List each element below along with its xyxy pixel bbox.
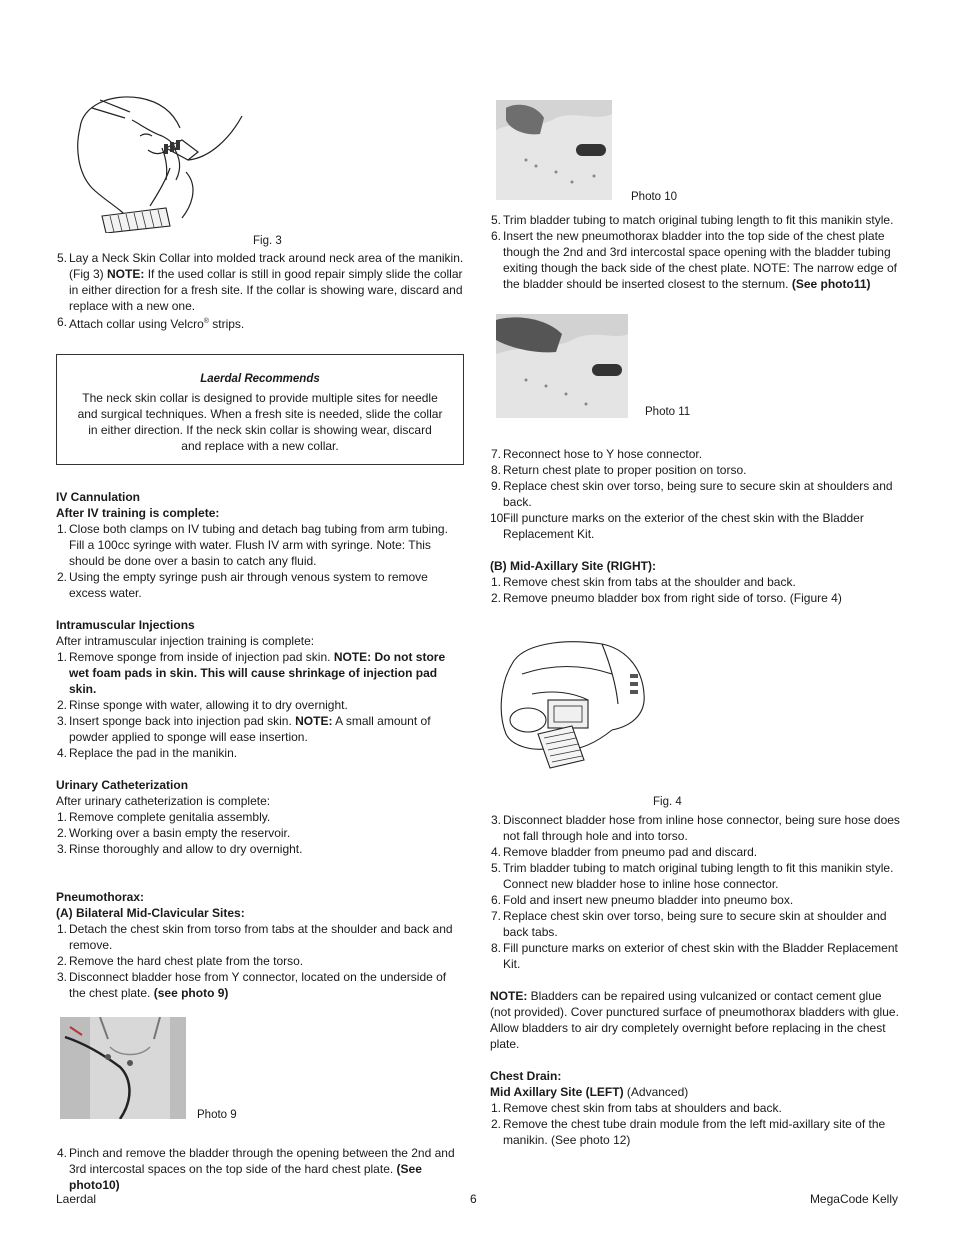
list-item: 3. Disconnect bladder hose from inline hose connector, being sure hose does not fall through hole and into torso. <box>490 813 900 843</box>
bladder-removal-photo-icon <box>496 100 612 200</box>
list-item: 5. Trim bladder tubing to match original tubing length to fit this manikin style. Connect new bladder hose to inline hose connector. <box>490 861 894 891</box>
pneumo-title: Pneumothorax: <box>56 890 145 904</box>
list-item: 8. Fill puncture marks on exterior of chest skin with the Bladder Replacement Kit. <box>490 941 898 971</box>
right-column <box>490 100 900 1148</box>
list-item: 5. Trim bladder tubing to match original tubing length to fit this manikin style. <box>490 213 894 227</box>
footer-brand: Laerdal <box>56 1192 97 1206</box>
photo10 <box>490 100 900 212</box>
im-subtitle: After intramuscular injection training is complete: <box>56 634 315 648</box>
pneumo-steps-2 <box>56 1145 464 1193</box>
list-item: 2. Remove the hard chest plate from the torso. <box>56 954 304 968</box>
fig4 <box>490 620 900 812</box>
axillary-steps-2 <box>490 812 900 972</box>
photo9 <box>56 1017 464 1145</box>
chest-plate-photo-10 <box>496 100 612 200</box>
photo9-caption: Photo 9 <box>197 1109 237 1121</box>
list-item: 2. Using the empty syringe push air through venous system to remove excess water. <box>56 570 428 600</box>
page-number: 6 <box>470 1192 477 1206</box>
fig3-caption: Fig. 3 <box>253 235 282 247</box>
iv-title: IV Cannulation <box>56 490 140 504</box>
neck-collar-illustration <box>70 88 260 233</box>
iv-steps <box>56 521 464 601</box>
list-item: 1. Remove chest skin from tabs at the shoulder and back. <box>490 575 796 589</box>
list-item: 2. Working over a basin empty the reservoir. <box>56 826 291 840</box>
drain-title: Chest Drain: <box>490 1069 562 1083</box>
axillary-steps <box>490 574 900 606</box>
chest-plate-underside-photo <box>60 1017 186 1119</box>
list-item: 8. Return chest plate to proper position on torso. <box>490 463 747 477</box>
pneumo-steps-4 <box>490 446 900 542</box>
photo11 <box>490 314 900 446</box>
im-title: Intramuscular Injections <box>56 618 195 632</box>
list-item: 2. Remove the chest tube drain module from the left mid-axillary site of the manikin. (See photo 12) <box>490 1117 886 1147</box>
list-item: 5. Lay a Neck Skin Collar into molded track around neck area of the manikin. (Fig 3) NOTE: If the used collar is still in good repair simply slide the collar in either direction for a fresh site. If the collar is showing ware, discard and replace with a new one. <box>56 251 464 313</box>
chest-plate-photo-icon <box>60 1017 186 1119</box>
fig3 <box>56 88 464 250</box>
list-item: 1. Detach the chest skin from torso from tabs at the shoulder and back and remove. <box>56 922 453 952</box>
photo10-caption: Photo 10 <box>631 191 678 203</box>
list-item: 10. Fill puncture marks on the exterior of the chest skin with the Bladder Replacement Kit. <box>490 511 864 541</box>
list-item: 4. Pinch and remove the bladder through the opening between the 2nd and 3rd intercostal spaces on the top side of the hard chest plate. (See photo10) <box>56 1146 455 1192</box>
laerdal-recommends-box <box>56 354 464 465</box>
list-item: 2. Rinse sponge with water, allowing it to dry overnight. <box>56 698 348 712</box>
list-item: 7. Replace chest skin over torso, being sure to secure skin at shoulder and back tabs. <box>490 909 887 939</box>
list-item: 6. Attach collar using Velcro® strips. <box>56 315 245 331</box>
footer-product: MegaCode Kelly <box>809 1192 898 1206</box>
pneumo-subtitle: (A) Bilateral Mid-Clavicular Sites: <box>56 906 245 920</box>
box-text: The neck skin collar is designed to provide multiple sites for needle and surgical techniques. When a fresh site is needed, slide the collar in either direction. If the neck skin collar is showing wear, discard and replace with a new collar. <box>77 391 443 453</box>
list-item: 3. Insert sponge back into injection pad skin. NOTE: A small amount of powder applied to sponge will ease insertion. <box>56 714 431 744</box>
list-item: 2. Remove pneumo bladder box from right side of torso. (Figure 4) <box>490 591 842 605</box>
axillary-title: (B) Mid-Axillary Site (RIGHT): <box>490 559 657 573</box>
fig4-caption: Fig. 4 <box>653 796 682 808</box>
pneumo-steps <box>56 921 464 1001</box>
list-item: 3. Rinse thoroughly and allow to dry overnight. <box>56 842 303 856</box>
drain-steps <box>490 1100 900 1148</box>
box-title: Laerdal Recommends <box>200 373 320 385</box>
list-item: 4. Replace the pad in the manikin. <box>56 746 238 760</box>
left-column <box>56 88 464 1193</box>
list-item: 9. Replace chest skin over torso, being sure to secure skin at shoulders and back. <box>490 479 893 509</box>
bladder-insertion-photo-icon <box>496 314 628 418</box>
list-item: 6. Fold and insert new pneumo bladder into pneumo box. <box>490 893 794 907</box>
list-item: 3. Disconnect bladder hose from Y connector, located on the underside of the chest plate. (see photo 9) <box>56 970 447 1000</box>
list-item: 1. Close both clamps on IV tubing and detach bag tubing from arm tubing. Fill a 100cc syringe with water. Flush IV arm with syringe. Note: This should be done over a basin to catch any fluid. <box>56 522 448 568</box>
list-item: 1. Remove chest skin from tabs at shoulders and back. <box>490 1101 782 1115</box>
list-item: 1. Remove complete genitalia assembly. <box>56 810 271 824</box>
uc-subtitle: After urinary catheterization is complete: <box>56 794 271 808</box>
iv-subtitle: After IV training is complete: <box>56 506 220 520</box>
bladder-note: NOTE: Bladders can be repaired using vulcanized or contact cement glue (not provided). Cover punctured surface of pneumothorax bladders with glue. Allow bladders to air dry completely overnight before replacing in the chest plate. <box>490 989 899 1051</box>
torso-pneumo-box-illustration <box>492 634 652 774</box>
neck-collar-steps <box>56 250 464 332</box>
list-item: 6. Insert the new pneumothorax bladder into the top side of the chest plate though the 2nd and 3rd intercostal space opening with the bladder tubing exiting though the back side of the chest plate. NOTE: The narrow edge of the bladder should be inserted closest to the sternum. (See photo11) <box>490 229 898 291</box>
im-steps <box>56 649 464 761</box>
pneumo-steps-3 <box>490 212 900 292</box>
photo11-caption: Photo 11 <box>645 406 691 418</box>
list-item: 1. Remove sponge from inside of injection pad skin. NOTE: Do not store wet foam pads in skin. This will cause shrinkage of injection pad skin. <box>56 650 446 696</box>
uc-steps <box>56 809 464 857</box>
chest-plate-photo-11 <box>496 314 628 418</box>
drain-subtitle: Mid Axillary Site (LEFT) (Advanced) <box>490 1085 689 1099</box>
uc-title: Urinary Catheterization <box>56 778 189 792</box>
list-item: 4. Remove bladder from pneumo pad and discard. <box>490 845 758 859</box>
list-item: 7. Reconnect hose to Y hose connector. <box>490 447 703 461</box>
